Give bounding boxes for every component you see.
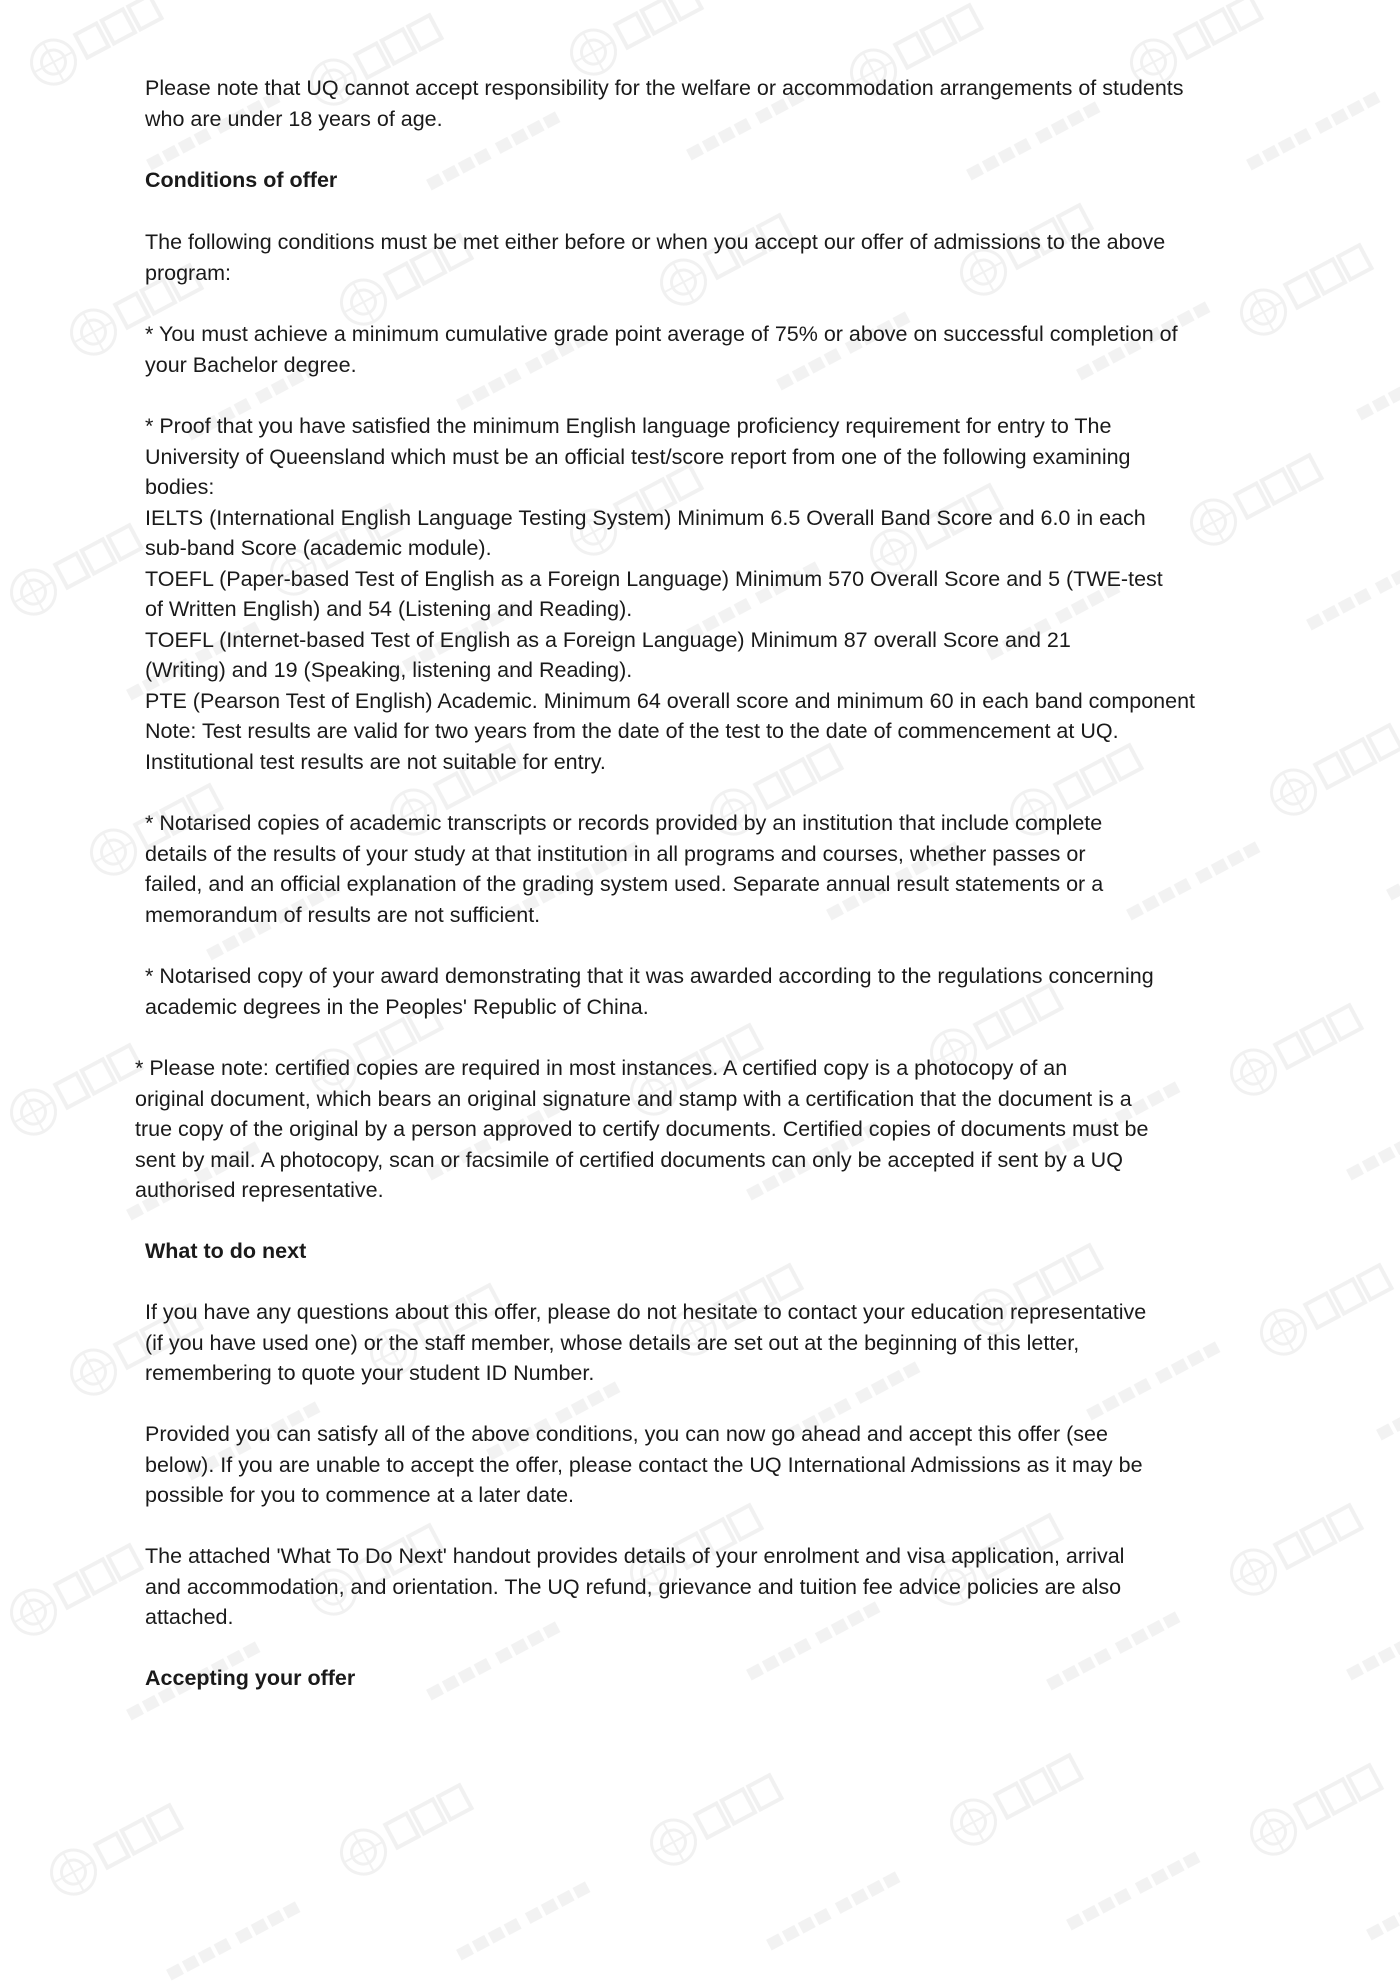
- watermark-text-stripe: [1384, 816, 1400, 904]
- watermark-text-stripe: [1344, 1096, 1400, 1184]
- text-line: PTE (Pearson Test of English) Academic. Minimum 64 overall score and minimum 60 in each band component: [145, 688, 1196, 713]
- text-line: failed, and an official explanation of the grading system used. Separate annual result statements or a: [145, 872, 1104, 896]
- accepting-heading: Accepting your offer: [145, 1666, 356, 1690]
- text-line: sent by mail. A photocopy, scan or facsimile of certified documents can only be accepted if sent by a UQ: [135, 1147, 1123, 1172]
- text-line: Provided you can satisfy all of the above conditions, you can now go ahead and accept this offer (see: [145, 1422, 1108, 1446]
- text-line: * Notarised copies of academic transcripts or records provided by an institution that include complete: [145, 811, 1103, 835]
- text-line: memorandum of results are not sufficient.: [145, 902, 541, 927]
- text-line: University of Queensland which must be an official test/score report from one of the following examining: [145, 444, 1131, 469]
- text-line: Please note that UQ cannot accept responsibility for the welfare or accommodation arrangements of students: [145, 76, 1184, 100]
- text-line: IELTS (International English Language Testing System) Minimum 6.5 Overall Band Score and 6.0 in each: [145, 505, 1146, 530]
- text-line: If you have any questions about this offer, please do not hesitate to contact your education representative: [145, 1300, 1147, 1324]
- text-line: remembering to quote your student ID Number.: [145, 1361, 595, 1385]
- text-line: details of the results of your study at that institution in all programs and courses, whether passes or: [145, 841, 1086, 866]
- text-line: academic degrees in the Peoples' Republic of China.: [145, 994, 649, 1019]
- watermark-text-stripe: [1304, 546, 1400, 634]
- text-line: of Written English) and 54 (Listening and Reading).: [145, 597, 633, 621]
- text-line: below). If you are unable to accept the offer, please contact the UQ International Admissions as it may be: [145, 1452, 1143, 1477]
- seal-logo-icon: [0, 1528, 155, 1651]
- watermark-text-stripe: [1064, 1846, 1206, 1934]
- watermark-text-stripe: [1344, 1596, 1400, 1684]
- watermark-text-stripe: [764, 1866, 906, 1954]
- text-line: possible for you to commence at a later date.: [145, 1483, 575, 1507]
- text-line: (Writing) and 19 (Speaking, listening and Reading).: [145, 658, 633, 682]
- text-line: and accommodation, and orientation. The UQ refund, grievance and tuition fee advice policies are also: [145, 1574, 1122, 1599]
- seal-logo-icon: [635, 1758, 796, 1881]
- next-heading: What to do next: [145, 1239, 307, 1263]
- transcript-condition-paragraph: [145, 808, 1295, 930]
- text-line: * You must achieve a minimum cumulative grade point average of 75% or above on successful completion of: [145, 322, 1178, 346]
- watermark-text-stripe: [1364, 1856, 1400, 1944]
- seal-logo-icon: [35, 1788, 196, 1911]
- text-line: bodies:: [145, 475, 215, 499]
- gpa-condition-paragraph: [145, 319, 1295, 380]
- seal-logo-icon: [1235, 1748, 1396, 1871]
- text-line: sub-band Score (academic module).: [145, 536, 492, 560]
- text-line: * Notarised copy of your award demonstrating that it was awarded according to the regulations concerning: [145, 964, 1154, 988]
- seal-logo-icon: [935, 1738, 1096, 1861]
- next-accept-paragraph: [145, 1419, 1295, 1511]
- text-line: The attached 'What To Do Next' handout provides details of your enrolment and visa application, arrival: [145, 1544, 1125, 1568]
- next-questions-paragraph: [145, 1297, 1295, 1389]
- watermark-text-stripe: [164, 1896, 306, 1984]
- next-handout-paragraph: [145, 1541, 1295, 1633]
- conditions-intro-paragraph: [145, 227, 1295, 288]
- text-line: TOEFL (Internet-based Test of English as a Foreign Language) Minimum 87 overall Score and 21: [145, 627, 1071, 652]
- text-line: * Proof that you have satisfied the minimum English language proficiency requirement for entry to The: [145, 414, 1112, 438]
- conditions-heading: Conditions of offer: [145, 168, 338, 192]
- seal-logo-icon: [0, 1028, 155, 1151]
- text-line: The following conditions must be met either before or when you accept our offer of admissions to the above: [145, 230, 1166, 254]
- text-line: Institutional test results are not suitable for entry.: [145, 749, 606, 774]
- text-line: Note: Test results are valid for two years from the date of the test to the date of commencement at UQ.: [145, 719, 1119, 743]
- watermark-text-stripe: [454, 1876, 596, 1964]
- text-line: program:: [145, 260, 232, 285]
- text-line: true copy of the original by a person approved to certify documents. Certified copies of documents must be: [135, 1117, 1149, 1141]
- seal-logo-icon: [325, 1768, 486, 1891]
- english-condition-paragraph: [145, 411, 1295, 777]
- watermark-text-stripe: [1354, 336, 1400, 424]
- seal-logo-icon: [0, 508, 155, 631]
- text-line: attached.: [145, 1605, 234, 1629]
- intro-paragraph: [145, 73, 1295, 134]
- text-line: authorised representative.: [135, 1178, 384, 1202]
- text-line: your Bachelor degree.: [145, 352, 357, 377]
- text-line: * Please note: certified copies are required in most instances. A certified copy is a photocopy of an: [135, 1056, 1068, 1080]
- text-line: who are under 18 years of age.: [145, 106, 443, 131]
- text-line: (if you have used one) or the staff member, whose details are set out at the beginning of this letter,: [145, 1330, 1080, 1355]
- text-line: original document, which bears an original signature and stamp with a certification that the document is a: [135, 1086, 1132, 1111]
- certified-note-paragraph: [135, 1053, 1285, 1206]
- text-line: TOEFL (Paper-based Test of English as a Foreign Language) Minimum 570 Overall Score and 5 (TWE-test: [145, 566, 1163, 591]
- award-condition-paragraph: [145, 961, 1295, 1022]
- watermark-text-stripe: [1374, 1356, 1400, 1444]
